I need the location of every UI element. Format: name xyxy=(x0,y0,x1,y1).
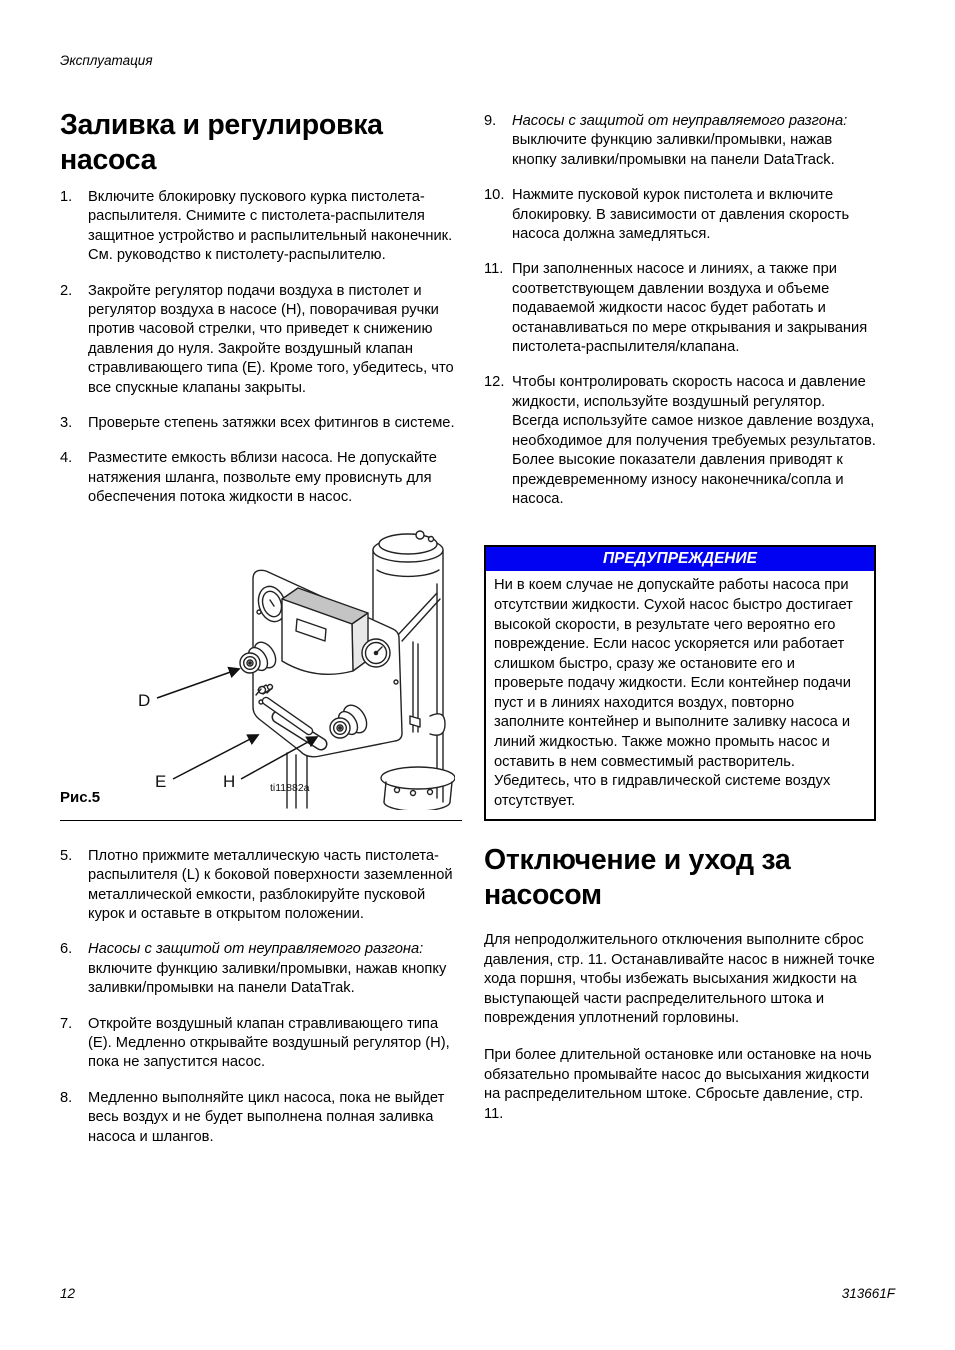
datatrak-display xyxy=(282,588,368,674)
figure-image-code: ti11882a xyxy=(270,781,310,794)
step-5 xyxy=(60,847,462,925)
warning-box-body: Ни в коем случае не допускайте работы насоса при отсутствии жидкости. Сухой насос быстро достигает высокой скорости, в результате чего вероятно его повреждение. Если насос ускоряется или работает слишком быстро, сразу же остановите его и проверьте подачу жидкости. Если контейнер подачи пуст и в линиях находится воздух, повторно заполните контейнер и выполните заливку насоса и линий жидкостью. Также можно промыть насос и оставить в нем совместимый растворитель. Убедитесь, что в гидравлической системе воздух отсутствует. xyxy=(494,577,853,809)
footer-page-number: 12 xyxy=(60,1286,76,1301)
step-number: 2. xyxy=(60,282,73,299)
figure-divider-rule xyxy=(60,820,462,821)
step-9 xyxy=(484,112,876,170)
step-8 xyxy=(60,1089,462,1147)
step-text: Плотно прижмите металлическую часть пистолета-распылителя (L) к боковой поверхности заземленной металлической емкости, разблокируйте пусковой курок и оставьте в открытом положении. xyxy=(88,847,453,922)
step-number: 8. xyxy=(60,1089,73,1106)
steps-1-4 xyxy=(60,188,462,508)
left-column xyxy=(60,100,462,1147)
steps-5-8 xyxy=(60,847,462,1147)
pump-lower-column xyxy=(287,753,307,808)
step-number: 3. xyxy=(60,415,73,432)
callout-label-e: E xyxy=(155,771,167,791)
shutdown-paragraph-2: При более длительной остановке или остановке на ночь обязательно промывайте насос до высыхания жидкости на распределительном штоке. Сбросьте давление, стр. 11. xyxy=(484,1047,872,1122)
step-number: 7. xyxy=(60,1015,73,1032)
steps-9-12 xyxy=(484,112,876,509)
step-number: 6. xyxy=(60,941,73,958)
callout-arrow-h xyxy=(241,737,317,779)
figure-caption: Рис.5 xyxy=(60,788,101,806)
step-7 xyxy=(60,1015,462,1073)
step-number: 5. xyxy=(60,847,73,864)
step-text: При заполненных насосе и линиях, а также при соответствующем давлении воздуха и объеме подаваемой жидкости насос будет работать и останавливаться по мере открывания и закрывания пистолета-распылителя/клапана. xyxy=(512,261,868,356)
callout-label-h: H xyxy=(223,771,236,791)
step-6 xyxy=(60,940,462,998)
step-text: Насосы с защитой от неуправляемого разгона: включите функцию заливки/промывки, нажав кнопку заливки/промывки на панели DataTrak. xyxy=(88,941,447,997)
step-text: Чтобы контролировать скорость насоса и давление жидкости, используйте воздушный регулятор. Всегда используйте самое низкое давление воздуха, необходимое для получения требуемых результатов. Более высокие показатели давления приводят к преждевременному износу наконечника/сопла и насоса. xyxy=(512,374,876,507)
step-number: 12. xyxy=(484,374,505,391)
step-10 xyxy=(484,186,876,244)
pump-illustration xyxy=(100,520,455,810)
step-text: Насосы с защитой от неуправляемого разгона: выключите функцию заливки/промывки, нажав кнопку заливки/промывки на панели DataTrack. xyxy=(512,113,848,168)
step-number: 4. xyxy=(60,450,73,467)
step-text: Включите блокировку пускового курка пистолета-распылителя. Снимите с пистолета-распылителя защитное устройство и распылительный наконечник. См. руководство к пистолету-распылителю. xyxy=(88,189,453,264)
step-4 xyxy=(60,449,462,507)
step-text: Нажмите пусковой курок пистолета и включите блокировку. В зависимости от давления скорость насоса должна замедляться. xyxy=(512,187,850,243)
step-text: Откройте воздушный клапан стравливающего типа (E). Медленно открывайте воздушный регулятор (H), пока не запустится насос. xyxy=(88,1015,450,1071)
running-header: Эксплуатация xyxy=(60,53,153,68)
shutdown-paragraph-1: Для непродолжительного отключения выполните сброс давления, стр. 11. Останавливайте насос в нижней точке хода поршня, чтобы избежать высыхания жидкости на выступающей части распределительного штока и повреждения уплотнений горловины. xyxy=(484,932,875,1027)
step-11 xyxy=(484,260,876,357)
right-column xyxy=(484,100,876,1139)
step-text: Разместите емкость вблизи насоса. Не допускайте натяжения шланга, позвольте ему провиснуть для обеспечения потока жидкости в насос. xyxy=(88,450,437,506)
callout-label-d: D xyxy=(138,690,151,710)
step-number: 9. xyxy=(484,113,497,129)
step-text: Проверьте степень затяжки всех фитингов в системе. xyxy=(88,415,455,432)
callout-arrow-d xyxy=(157,669,239,698)
warning-box xyxy=(484,545,876,821)
step-12 xyxy=(484,373,876,509)
callout-arrow-e xyxy=(173,735,258,779)
step-2 xyxy=(60,282,462,398)
footer-doc-code: 313661F xyxy=(841,1286,895,1301)
section-title-priming: Заливка и регулировка насоса xyxy=(60,109,383,176)
pressure-gauge-icon xyxy=(362,639,390,667)
step-1 xyxy=(60,188,462,266)
step-3 xyxy=(60,414,462,433)
step-text: Медленно выполняйте цикл насоса, пока не выйдет весь воздух и не будет выполнена полная заливка насоса и шлангов. xyxy=(88,1089,445,1145)
step-number: 11. xyxy=(484,261,504,278)
step-number: 1. xyxy=(60,189,73,205)
figure-5 xyxy=(60,520,462,808)
section-title-shutdown: Отключение и уход за насосом xyxy=(484,844,791,912)
warning-box-header: ПРЕДУПРЕЖДЕНИЕ xyxy=(486,547,874,571)
step-text: Закройте регулятор подачи воздуха в пистолет и регулятор воздуха в насосе (H), поворачивая ручки против часовой стрелки, что приведет к снижению давления до нуля. Закройте воздушный клапан стравливающего типа (E). Кроме того, убедитесь, что все спускные клапаны закрыты. xyxy=(88,282,454,396)
step-number: 10. xyxy=(484,187,505,204)
